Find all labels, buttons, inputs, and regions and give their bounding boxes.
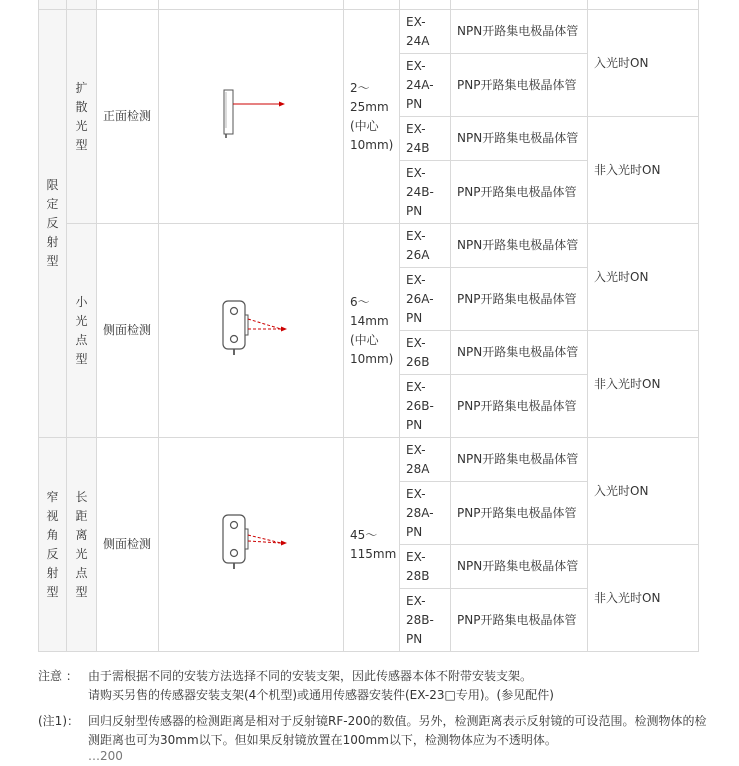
note-row [38,667,708,686]
operation-cell: 非入光时ON [588,545,699,652]
model-cell: EX- 28A- PN [400,482,451,545]
note1-label: (注1)： [38,714,79,728]
figure-cell [159,438,344,652]
spec-table [38,0,699,652]
model-cell: EX- 24B [400,117,451,161]
table-row [39,438,699,482]
category-cell [39,438,67,652]
subtype-label: 扩散光型 [75,80,88,152]
operation-cell: 入光时ON [588,438,699,545]
note-text: 回归反射型传感器的检测距离是相对于反射镜RF-200的数值。另外，检测距离表示反射镜的可设范围。检测物体的检 [88,714,707,728]
output-cell: PNP开路集电极晶体管 [451,482,588,545]
model-cell: EX- 24B- PN [400,161,451,224]
note-text: 测距离也可为30mm以下。但如果反射镜放置在100mm以下，检测物体应为不透明体。 [88,733,557,747]
subtype-cell [67,224,97,438]
figure-cell [159,224,344,438]
subtype-cell [67,438,97,652]
front-detection-sensor-icon [211,84,291,144]
output-cell: NPN开路集电极晶体管 [451,331,588,375]
operation-cell: 非入光时ON [588,117,699,224]
output-cell: PNP开路集电极晶体管 [451,375,588,438]
output-cell: PNP开路集电极晶体管 [451,589,588,652]
output-cell: NPN开路集电极晶体管 [451,545,588,589]
output-cell: PNP开路集电极晶体管 [451,161,588,224]
note-text: 由于需根据不同的安装方法选择不同的安装支架，因此传感器本体不附带安装支架。 [88,669,533,683]
model-cell: EX- 24A [400,10,451,54]
output-cell: PNP开路集电极晶体管 [451,268,588,331]
output-cell: NPN开路集电极晶体管 [451,10,588,54]
category-label: 限定反射型 [46,178,59,268]
model-cell: EX- 28A [400,438,451,482]
model-cell: EX- 28B [400,545,451,589]
operation-cell: 入光时ON [588,10,699,117]
model-cell: EX- 26B- PN [400,375,451,438]
operation-cell: 入光时ON [588,224,699,331]
note-row [38,686,708,705]
output-cell: NPN开路集电极晶体管 [451,224,588,268]
note-text: …200 [88,749,123,763]
table-row [39,224,699,268]
table-row [39,10,699,54]
category-label: 窄视角反射型 [46,489,59,599]
subtype-label: 小光点型 [75,294,88,366]
note-label: 注意 ： [38,669,78,683]
note-row [38,712,708,731]
subtype-label: 长距离光点型 [75,489,88,599]
model-cell: EX- 28B- PN [400,589,451,652]
method-cell: 侧面检测 [97,224,159,438]
note-row [38,747,708,766]
model-cell: EX- 26B [400,331,451,375]
model-cell: EX- 24A- PN [400,54,451,117]
subtype-cell [67,10,97,224]
distance-cell: 45～ 115mm [344,438,400,652]
output-cell: PNP开路集电极晶体管 [451,54,588,117]
model-cell: EX- 26A [400,224,451,268]
output-cell: NPN开路集电极晶体管 [451,117,588,161]
operation-cell: 非入光时ON [588,331,699,438]
output-cell: NPN开路集电极晶体管 [451,438,588,482]
model-cell: EX- 26A- PN [400,268,451,331]
note-text: 请购买另售的传感器安装支架(4个机型)或通用传感器安装件(EX-23□专用)。(参见配件) [88,688,554,702]
table-row [39,0,699,10]
category-cell [39,10,67,438]
figure-cell [159,10,344,224]
side-detection-spot-sensor-icon [211,293,291,363]
method-cell: 侧面检测 [97,438,159,652]
distance-cell: 2～ 25mm (中心 10mm) [344,10,400,224]
side-detection-long-sensor-icon [211,507,291,577]
distance-cell: 6～ 14mm (中心 10mm) [344,224,400,438]
method-cell: 正面检测 [97,10,159,224]
